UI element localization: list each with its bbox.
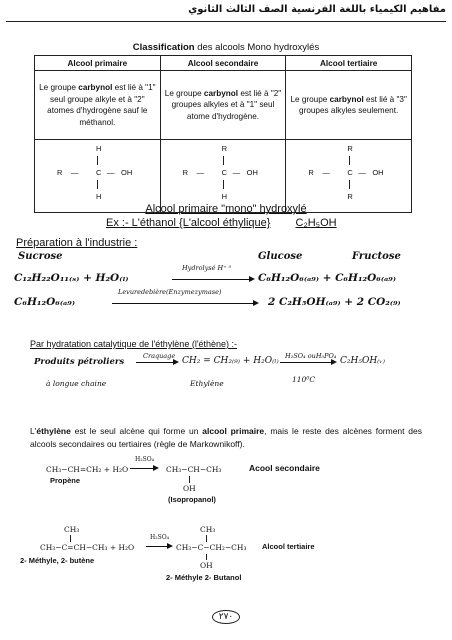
reaction1-reactant-name: Propène <box>50 476 81 485</box>
preparation-heading: Préparation à l'industrie : <box>16 237 138 249</box>
reaction1-oh: OH <box>183 484 196 493</box>
eq2-condition: Levuredebière(Enzymezymase) <box>118 288 222 296</box>
eq1-condition: Hydrolysé H⁺ ⁰ <box>182 264 232 272</box>
classification-title-rest: des alcools Mono hydroxylés <box>194 42 320 53</box>
long-chain-label: à longue chaine <box>46 379 107 388</box>
reaction1-reactant: CH₃−CH=CH₂ + H₂O <box>46 465 129 474</box>
reaction2-catalyst: H₂SO₄ <box>150 534 170 541</box>
reaction1-bond <box>189 476 190 483</box>
reaction1-arrowhead <box>153 465 159 471</box>
header-primaire: Alcool primaire <box>35 56 161 71</box>
eq1-left: C₁₂H₂₂O₁₁₍ₛ₎ + H₂O₍ₗ₎ <box>14 272 129 284</box>
hydration-arrowhead <box>331 359 337 365</box>
eq2-left: C₆H₁₂O₆₍ₐ₉₎ <box>14 296 75 308</box>
reaction1-catalyst: H₂SO₄ <box>135 456 155 463</box>
reaction2-reactant-name: 2- Méthyle, 2- butène <box>20 556 95 565</box>
eq2-right: 2 C₂H₅OH₍ₐ₉₎ + 2 CO₂₍₉₎ <box>268 296 401 308</box>
reaction1-arrow <box>130 468 154 469</box>
temperature-label: 110⁰C <box>292 375 316 384</box>
eq2-arrow <box>112 303 254 304</box>
eq1-arrow <box>172 279 250 280</box>
cracking-arrow <box>136 362 174 363</box>
hydration-title: Par hydratation catalytique de l'éthylène (l'éthène) :- <box>30 339 238 349</box>
reaction2-product-bond-top <box>206 535 207 542</box>
header-tertiaire: Alcool tertiaire <box>286 56 412 71</box>
reaction2-product-name: 2- Méthyle 2- Butanol <box>166 573 242 582</box>
reaction2-reactant-bond <box>70 535 71 542</box>
page-header: مفاهيم الكيمياء باللغة الفرنسية الصف الثالث الثانوي <box>188 4 446 15</box>
reaction2-type: Alcool tertiaire <box>262 542 315 551</box>
formula-tertiaire: R R — C — OH R <box>286 140 412 213</box>
header-secondaire: Alcool secondaire <box>160 56 286 71</box>
reaction2-product-bond-bottom <box>206 554 207 560</box>
reaction2-product: CH₃−C−CH₂−CH₃ <box>176 543 247 552</box>
cracking-label: Craquage <box>143 352 176 360</box>
label-petroleum: Produits pétroliers <box>34 357 125 367</box>
desc-secondaire: Le groupe carbynol est lié à "2" groupes alkyles et à "1" seul atome d'hydrogène. <box>160 71 286 140</box>
reaction2-oh: OH <box>200 561 213 570</box>
reaction2-reactant-top: CH₃ <box>64 525 80 534</box>
formula-primaire: H R — C — OH H <box>35 140 161 213</box>
desc-tertiaire: Le groupe carbynol est lié à "3" groupes alkyles seulement. <box>286 71 412 140</box>
catalyst-label: H₂SO₄ ouH₃PO₄ <box>285 352 337 360</box>
example-label: Ex :- L'éthanol {L'alcool éthylique} <box>106 217 271 229</box>
classification-title <box>0 42 452 53</box>
formula-secondaire: R R — C — OH H <box>160 140 286 213</box>
header-divider <box>6 21 446 22</box>
reaction2-product-top: CH₃ <box>200 525 216 534</box>
label-fructose: Fructose <box>352 251 401 262</box>
heading-primary-alcohol: Alcool primaire "mono" hydroxylé <box>145 203 307 215</box>
reaction2-reactant: CH₃−C=CH−CH₃ + H₂O <box>40 543 135 552</box>
cracking-arrowhead <box>173 359 179 365</box>
label-sucrose: Sucrose <box>18 251 63 262</box>
table-header-row <box>35 56 412 71</box>
classification-table <box>34 55 412 213</box>
eq1-right: C₆H₁₂O₆₍ₐ₉₎ + C₆H₁₂O₆₍ₐ₉₎ <box>258 272 397 284</box>
example-formula: C₂H₅OH <box>295 217 337 229</box>
markownikoff-paragraph: L'éthylène est le seul alcène qui forme un alcool primaire, mais le reste des alcènes forment des alcools secondaires ou tertiaires (règle de Markownikoff). <box>30 426 423 449</box>
page-number: ٢٧٠ <box>0 606 452 624</box>
reaction1-type: Acool secondaire <box>249 463 320 473</box>
reaction2-arrow <box>146 546 168 547</box>
label-glucose: Glucose <box>258 251 303 262</box>
eq1-arrowhead <box>249 276 255 282</box>
ethylene-label: Ethylène <box>190 379 224 388</box>
eq2-arrowhead <box>253 300 259 306</box>
classification-title-bold: Classification <box>132 42 195 53</box>
reaction1-product: CH₃−CH−CH₃ <box>166 465 222 474</box>
reaction1-product-name: (Isopropanol) <box>168 495 216 504</box>
table-formula-row <box>35 140 412 213</box>
desc-primaire: Le groupe carbynol est lié à "1" seul groupe alkyle et à "2" atomes d'hydrogène sauf le méthanol. <box>35 71 161 140</box>
hydration-arrow <box>280 362 332 363</box>
ethanol-product: C₂H₅OH₍ᵥ₎ <box>340 356 385 366</box>
example-line <box>106 217 337 229</box>
ethylene-equation: CH₂ = CH₂₍₉₎ + H₂O₍ₗ₎ <box>182 356 279 366</box>
reaction2-arrowhead <box>167 543 173 549</box>
table-desc-row <box>35 71 412 140</box>
